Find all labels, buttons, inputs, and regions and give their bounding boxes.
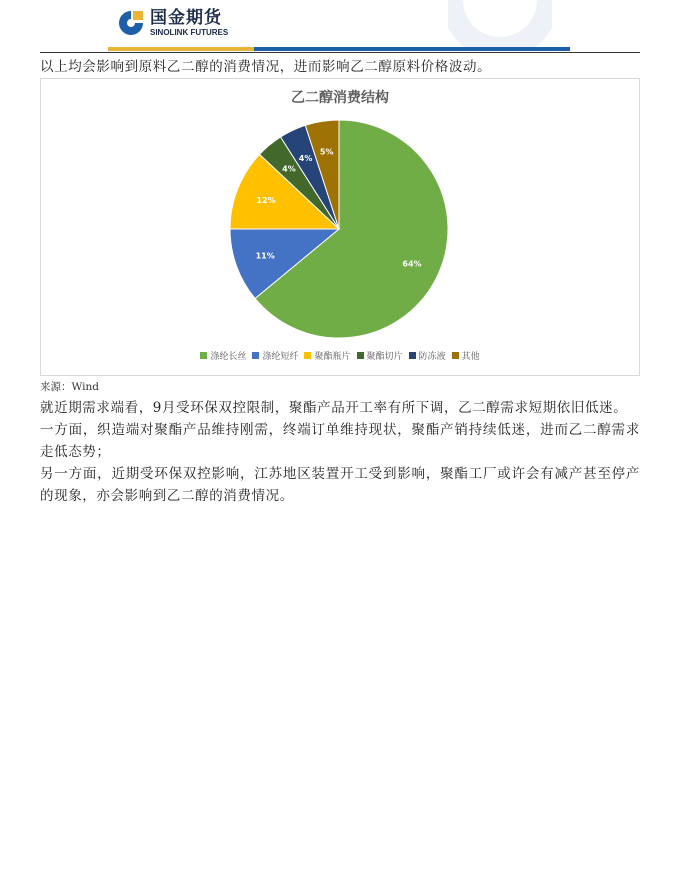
- legend-swatch: [304, 352, 311, 359]
- pie-chart: [40, 78, 640, 376]
- legend-label: 涤纶长丝: [210, 352, 247, 362]
- legend-item: [252, 349, 298, 362]
- header-rule: [40, 52, 640, 53]
- body-text: [40, 397, 640, 507]
- logo-icon: [116, 8, 146, 38]
- page-header: [0, 0, 680, 60]
- body-paragraph: 一方面，织造端对聚酯产品维持刚需，终端订单维持现状，聚酯产销持续低迷，进而乙二醇需求走低态势；: [40, 422, 640, 460]
- body-paragraph: 就近期需求端看，9月受环保双控限制，聚酯产品开工率有所下调，乙二醇需求短期依旧低迷。: [40, 400, 628, 416]
- pie-data-label: 64%: [402, 259, 422, 269]
- company-logo: [116, 8, 228, 38]
- chart-title: 乙二醇消费结构: [291, 90, 389, 106]
- pie-data-label: 4%: [298, 153, 313, 163]
- pie-chart-canvas: [41, 79, 639, 375]
- legend-label: 涤纶短纤: [262, 352, 299, 362]
- legend-item: [200, 349, 246, 362]
- legend-swatch: [452, 352, 459, 359]
- body-paragraph: 另一方面，近期受环保双控影响，江苏地区装置开工受到影响，聚酯工厂或许会有减产甚至停产的现象，亦会影响到乙二醇的消费情况。: [40, 466, 640, 504]
- legend-swatch: [357, 352, 364, 359]
- company-name-cn: 国金期货: [150, 8, 222, 28]
- header-gold-bar: [108, 47, 254, 51]
- legend-label: 聚酯瓶片: [314, 352, 351, 362]
- chart-source: 来源：Wind: [40, 381, 99, 393]
- legend-item: [409, 349, 446, 362]
- legend-item: [452, 349, 480, 362]
- pie-data-label: 4%: [282, 164, 296, 174]
- intro-paragraph: 以上均会影响到原料乙二醇的消费情况，进而影响乙二醇原料价格波动。: [40, 59, 492, 75]
- legend-item: [357, 349, 403, 362]
- legend-label: 防冻液: [418, 352, 446, 362]
- legend-swatch: [409, 352, 416, 359]
- legend-swatch: [200, 352, 207, 359]
- pie-data-label: 12%: [256, 196, 276, 206]
- pie-data-label: 5%: [319, 147, 334, 157]
- legend-label: 其他: [461, 352, 480, 362]
- pie-data-label: 11%: [255, 251, 275, 261]
- watermark-logo: [448, 0, 552, 48]
- legend-swatch: [252, 352, 259, 359]
- legend-label: 聚酯切片: [366, 352, 403, 362]
- company-name-en: SINOLINK FUTURES: [150, 28, 229, 37]
- header-blue-bar: [254, 47, 570, 51]
- legend-item: [304, 349, 350, 362]
- chart-legend: [41, 349, 639, 362]
